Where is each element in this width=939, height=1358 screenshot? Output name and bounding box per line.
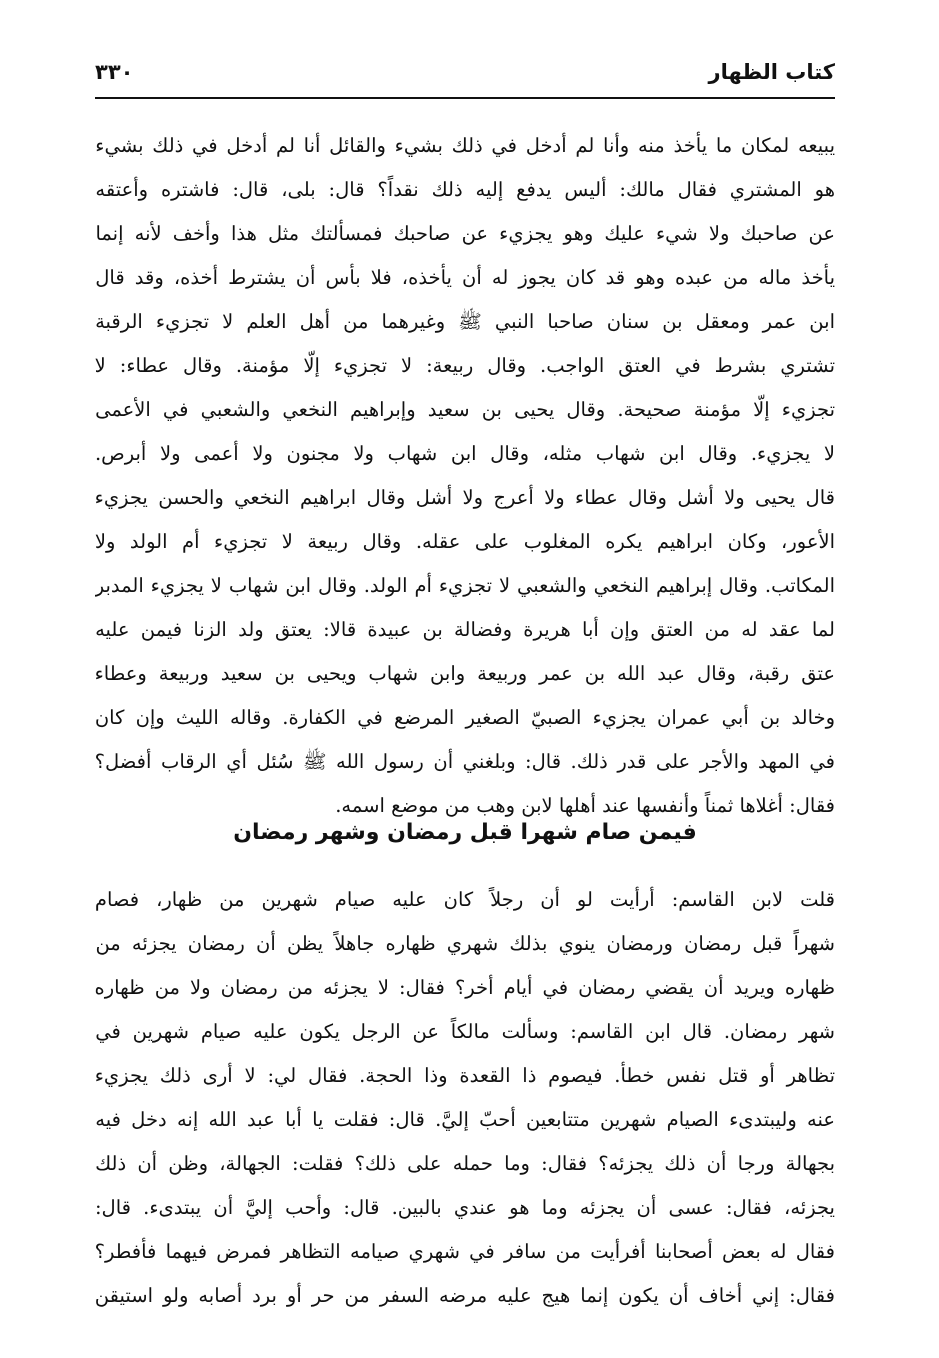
text-line: ظهاره ويريد أن يقضي رمضان في أيام أخر؟ فقال: لا يجزئه من رمضان ولا من ظهاره (95, 976, 835, 999)
text-line: في المهد والأجر على قدر ذلك. قال: وبلغني أن رسول الله ﷺ سُئل أي الرقاب أفضل؟ (95, 750, 835, 773)
text-line: شهر رمضان. قال ابن القاسم: وسألت مالكاً عن الرجل يكون عليه صيام شهرين في (95, 1020, 835, 1043)
paragraph-1 (95, 124, 835, 828)
text-line: شهراً قبل رمضان ورمضان ينوي بذلك شهري ظهاره جاهلاً يظن أن رمضان يجزئه من (95, 932, 835, 955)
text-line: فقال له بعض أصحابنا أفرأيت من سافر في شهري صيامه التظاهر فمرض فيهما فأفطر؟ (95, 1240, 835, 1263)
header-title: كتاب الظهار (708, 60, 835, 84)
text-line: تجزيء إلّا مؤمنة صحيحة. وقال يحيى بن سعيد وإبراهيم النخعي والشعبي في الأعمى (95, 398, 835, 421)
text-line: لا يجزيء. وقال ابن شهاب مثله، وقال ابن شهاب ولا مجنون ولا أعمى ولا أبرص. (95, 442, 835, 465)
text-line: تظاهر أو قتل نفس خطأ. فيصوم ذا القعدة وذا الحجة. فقال لي: لا أرى ذلك يجزيء (95, 1064, 835, 1087)
text-line: يجزئه، فقال: عسى أن يجزئه وما هو عندي بالبين. قال: وأحب إليَّ أن يبتدىء. قال: (95, 1196, 835, 1219)
running-header (95, 58, 835, 92)
text-line: قال يحيى ولا أشل وقال عطاء ولا أعرج ولا أشل وقال ابراهيم النخعي والحسن يجزيء (95, 486, 835, 509)
paragraph-2 (95, 878, 835, 1318)
text-line: بجهالة ورجا أن ذلك يجزئه؟ فقال: وما حمله على ذلك؟ فقلت: الجهالة، وظن أن ذلك (95, 1152, 835, 1175)
text-line: تشتري بشرط في العتق الواجب. وقال ربيعة: لا تجزيء إلّا مؤمنة. وقال عطاء: لا (95, 354, 835, 377)
text-line: عنه وليبتدىء الصيام شهرين متتابعين أحبّ إليَّ. قال: فقلت يا أبا عبد الله إنه دخل فيه (95, 1108, 835, 1131)
text-line: عتق رقبة، وقال عبد الله بن عمر وربيعة وابن شهاب ويحيى بن سعيد وربيعة وعطاء (95, 662, 835, 685)
header-divider (95, 97, 835, 99)
text-line: ابن عمر ومعقل بن سنان صاحبا النبي ﷺ وغيرهما من أهل العلم لا تجزيء الرقبة (95, 310, 835, 333)
text-line: الأعور، وكان ابراهيم يكره المغلوب على عقله. وقال ربيعة لا تجزيء أم الولد ولا (95, 530, 835, 553)
text-line: وخالد بن أبي عمران يجزيء الصبيّ الصغير المرضع في الكفارة. وقاله الليث وإن كان (95, 706, 835, 729)
text-line: فقال: إني أخاف أن يكون إنما هيج عليه مرضه السفر من حر أو برد أصابه ولو استيقن (95, 1284, 835, 1307)
text-line: يأخذ ماله من عبده وهو قد كان يجوز له أن يأخذه، فلا بأس أن يشترط أخذه، وقد قال (95, 266, 835, 289)
text-line: المكاتب. وقال إبراهيم النخعي والشعبي لا تجزيء أم الولد. وقال ابن شهاب لا يجزيء المدبر (95, 574, 835, 597)
text-line: يبيعه لمكان ما يأخذ منه وأنا لم أدخل في ذلك بشيء والقائل أنا لم أدخل في ذلك بشيء (95, 134, 835, 157)
page-number: ٣٣٠ (95, 60, 134, 84)
section-heading: فيمن صام شهرا قبل رمضان وشهر رمضان (233, 820, 697, 845)
text-line: قلت لابن القاسم: أرأيت لو أن رجلاً كان عليه صيام شهرين من ظهار، فصام (95, 888, 835, 911)
text-line: عن صاحبك ولا شيء عليك وهو يجزيء عن صاحبك فمسألتك مثل هذا وأخف لأنه إنما (95, 222, 835, 245)
text-line: فقال: أغلاها ثمناً وأنفسها عند أهلها لابن وهب من موضع اسمه. (335, 794, 835, 817)
text-line: لما عقد له من العتق وإن أبا هريرة وفضالة بن عبيدة قالا: يعتق ولد الزنا فيمن عليه (95, 618, 835, 641)
text-line: هو المشتري فقال مالك: أليس يدفع إليه ذلك نقداً؟ قال: بلى، قال: فاشتره وأعتقه (95, 178, 835, 201)
